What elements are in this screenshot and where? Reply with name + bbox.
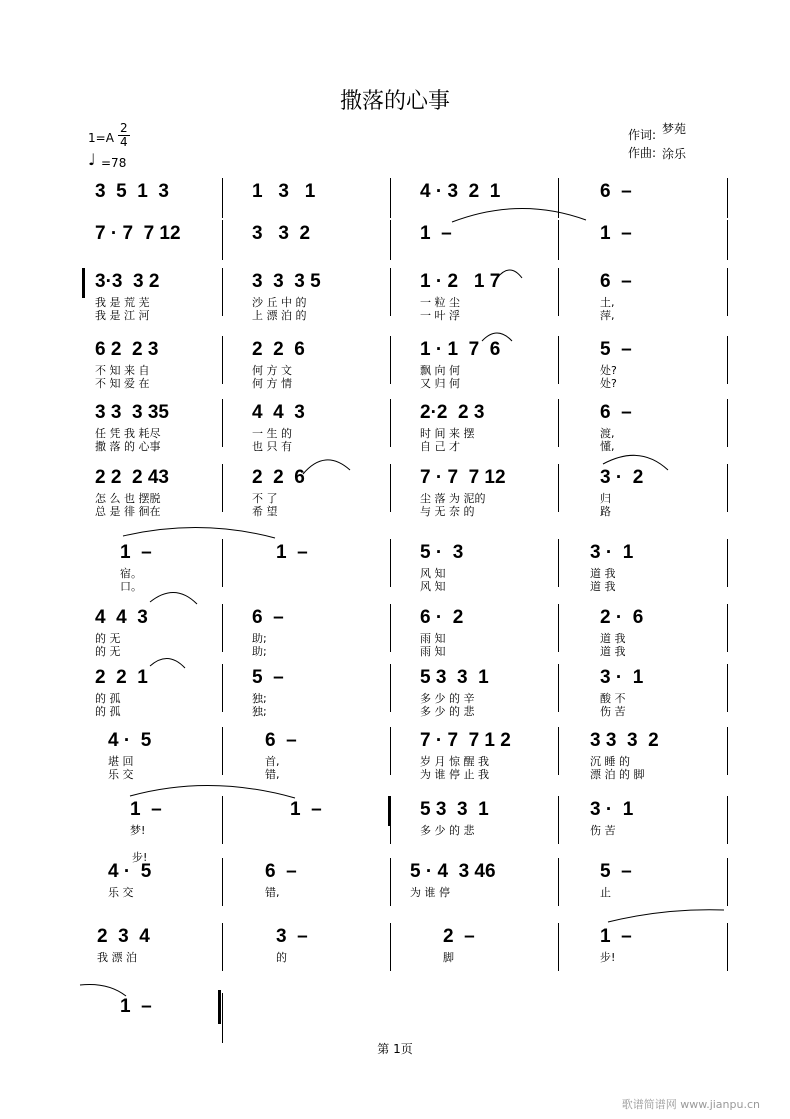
note-measure: 1 – [600, 926, 632, 947]
lyricist: 梦苑 [662, 122, 687, 136]
lyric-text: 自 己 才 [420, 440, 460, 453]
lyric-text: 沉 睡 的 [590, 755, 630, 768]
lyric-text: 处? [600, 364, 617, 377]
key-signature: 1=A [88, 131, 114, 145]
note-measure: 3 – [276, 926, 308, 947]
tempo: =78 [101, 156, 127, 170]
lyric-text: 助; [252, 645, 267, 658]
note-measure: 7 · 7 7 12 [420, 467, 506, 488]
barline [222, 993, 223, 1043]
note-measure: 7 · 7 7 12 [95, 223, 181, 244]
barline [390, 336, 391, 384]
note-measure: 4 4 3 [252, 402, 305, 423]
barline [727, 664, 728, 712]
lyric-text: 尘 落 为 泥的 [420, 492, 486, 505]
barline [558, 727, 559, 775]
lyric-text: 希 望 [252, 505, 278, 518]
note-measure: 5 · 3 [420, 542, 464, 563]
lyric-text: 雨 知 [420, 632, 446, 645]
barline [558, 539, 559, 587]
lyric-text: 止 [600, 886, 611, 899]
barline [558, 923, 559, 971]
note-measure: 1 – [420, 223, 452, 244]
lyric-text: 怎 么 也 摆脱 [95, 492, 161, 505]
lyric-text: 风 知 [420, 567, 446, 580]
note-measure: 6 – [265, 861, 297, 882]
note-measure: 6 – [600, 271, 632, 292]
lyric-text: 不 知 来 自 [95, 364, 150, 377]
barline [390, 727, 391, 775]
barline [222, 399, 223, 447]
barline [390, 178, 391, 218]
lyric-text: 的 无 [95, 645, 121, 658]
quarter-note-icon: ♩ [88, 150, 96, 169]
lyric-text: 一 粒 尘 [420, 296, 460, 309]
lyric-text: 路 [600, 505, 611, 518]
lyric-text: 撒 落 的 心事 [95, 440, 161, 453]
barline [222, 464, 223, 512]
note-measure: 1 · 1 7 6 [420, 339, 501, 360]
tie [150, 658, 185, 668]
note-measure: 2 3 4 [97, 926, 150, 947]
lyric-text: 萍, [600, 309, 615, 322]
lyric-text: 一 叶 浮 [420, 309, 460, 322]
time-sig-top: 2 [120, 121, 128, 135]
lyric-text: 首, [265, 755, 280, 768]
lyric-text: 的 无 [95, 632, 121, 645]
note-measure: 6 – [600, 181, 632, 202]
note-measure: 2 2 1 [95, 667, 148, 688]
lyric-text: 道 我 [600, 632, 626, 645]
lyric-text: 的 孤 [95, 692, 121, 705]
note-measure: 3 3 3 2 [590, 730, 659, 751]
barline [558, 336, 559, 384]
lyric-text: 独; [252, 692, 267, 705]
tie [303, 460, 350, 474]
note-measure: 5 – [252, 667, 284, 688]
barline [222, 178, 223, 218]
barline [222, 539, 223, 587]
note-measure: 2·2 2 3 [420, 402, 485, 423]
barline [558, 464, 559, 512]
note-measure: 5 – [600, 339, 632, 360]
lyric-text: 与 无 奈 的 [420, 505, 475, 518]
lyric-text: 我 漂 泊 [97, 951, 137, 964]
barline [390, 664, 391, 712]
barline [222, 923, 223, 971]
repeat-start-barline [82, 268, 85, 298]
tie [130, 785, 295, 798]
barline [222, 858, 223, 906]
note-measure: 1 – [120, 996, 152, 1017]
tie [150, 592, 197, 604]
note-measure: 6 · 2 [420, 607, 464, 628]
barline [727, 399, 728, 447]
barline [558, 178, 559, 218]
barline [390, 268, 391, 316]
lyric-text: 飘 向 何 [420, 364, 460, 377]
lyric-text: 的 孤 [95, 705, 121, 718]
lyric-text: 一 生 的 [252, 427, 292, 440]
barline [558, 796, 559, 844]
note-measure: 7 · 7 7 1 2 [420, 730, 511, 751]
tie [497, 270, 522, 278]
barline [727, 604, 728, 652]
barline [727, 336, 728, 384]
barline [558, 604, 559, 652]
lyric-text: 不 知 爱 在 [95, 377, 150, 390]
tie [452, 208, 586, 222]
note-measure: 3 · 1 [600, 667, 644, 688]
lyric-text: 上 漂 泊 的 [252, 309, 307, 322]
lyric-text: 不 了 [252, 492, 278, 505]
note-measure: 5 3 3 1 [420, 667, 489, 688]
lyric-text: 步! [600, 951, 616, 964]
tie [123, 527, 275, 538]
lyric-text: 助; [252, 632, 267, 645]
lyric-text: 乐 交 [108, 768, 134, 781]
note-measure: 1 · 2 1 7 [420, 271, 501, 292]
barline [727, 178, 728, 218]
lyric-text: 多 少 的 悲 [420, 824, 475, 837]
note-measure: 1 – [600, 223, 632, 244]
lyric-text: 的 [276, 951, 287, 964]
note-measure: 3 · 2 [600, 467, 644, 488]
lyric-text: 道 我 [600, 645, 626, 658]
note-measure: 5 3 3 1 [420, 799, 489, 820]
lyric-text: 伤 苦 [600, 705, 626, 718]
barline [727, 858, 728, 906]
note-measure: 1 – [120, 542, 152, 563]
lyric-text: 道 我 [590, 580, 616, 593]
lyric-text: 口。 [120, 580, 142, 593]
lyric-text: 为 谁 停 止 我 [420, 768, 489, 781]
note-measure: 1 – [130, 799, 162, 820]
note-measure: 5 · 4 3 46 [410, 861, 496, 882]
lyric-text: 步! [132, 851, 148, 864]
lyric-text: 乐 交 [108, 886, 134, 899]
note-measure: 1 3 1 [252, 181, 316, 202]
note-measure: 6 – [600, 402, 632, 423]
note-measure: 2 2 6 [252, 467, 305, 488]
barline [558, 664, 559, 712]
barline [558, 399, 559, 447]
lyric-text: 多 少 的 辛 [420, 692, 475, 705]
lyric-text: 独; [252, 705, 267, 718]
barline [222, 796, 223, 844]
barline [727, 539, 728, 587]
barline [390, 464, 391, 512]
lyric-text: 渡, [600, 427, 615, 440]
note-measure: 3 3 3 5 [252, 271, 321, 292]
lyric-text: 为 谁 停 [410, 886, 450, 899]
note-measure: 3 · 1 [590, 542, 634, 563]
lyric-text: 又 归 何 [420, 377, 460, 390]
barline [558, 858, 559, 906]
barline [222, 220, 223, 260]
barline [222, 268, 223, 316]
barline [390, 604, 391, 652]
barline [727, 268, 728, 316]
tie [80, 984, 126, 996]
lyric-text: 雨 知 [420, 645, 446, 658]
lyric-text: 宿。 [120, 567, 142, 580]
note-measure: 4 · 5 [108, 861, 152, 882]
barline [558, 268, 559, 316]
lyric-text: 我 是 荒 芜 [95, 296, 150, 309]
barline [390, 539, 391, 587]
lyric-text: 处? [600, 377, 617, 390]
barline [558, 220, 559, 260]
note-measure: 3 3 3 35 [95, 402, 169, 423]
lyric-text: 脚 [443, 951, 454, 964]
barline [222, 604, 223, 652]
watermark: 歌谱简谱网 www.jianpu.cn [621, 1098, 760, 1111]
lyric-text: 错, [265, 886, 280, 899]
final-barline [218, 990, 221, 1024]
barline [390, 399, 391, 447]
barline [727, 923, 728, 971]
note-measure: 1 – [276, 542, 308, 563]
lyric-text: 道 我 [590, 567, 616, 580]
composer-label: 作曲: [628, 146, 657, 160]
lyric-text: 懂, [600, 440, 615, 453]
lyric-text: 我 是 江 河 [95, 309, 150, 322]
barline [390, 858, 391, 906]
note-measure: 1 – [290, 799, 322, 820]
note-measure: 4 · 3 2 1 [420, 181, 501, 202]
lyric-text: 错, [265, 768, 280, 781]
lyric-text: 也 只 有 [252, 440, 292, 453]
lyric-text: 漂 泊 的 脚 [590, 768, 645, 781]
lyric-text: 梦! [130, 824, 146, 837]
note-measure: 4 4 3 [95, 607, 148, 628]
lyricist-label: 作词: [628, 128, 657, 142]
barline [222, 336, 223, 384]
note-measure: 3 · 1 [590, 799, 634, 820]
note-measure: 3·3 3 2 [95, 271, 160, 292]
note-measure: 4 · 5 [108, 730, 152, 751]
time-signature [118, 122, 130, 149]
barline [727, 796, 728, 844]
barline [727, 727, 728, 775]
note-measure: 6 2 2 3 [95, 339, 159, 360]
note-measure: 2 2 2 43 [95, 467, 169, 488]
tie [608, 910, 724, 922]
barline [222, 664, 223, 712]
note-measure: 2 2 6 [252, 339, 305, 360]
barline [390, 923, 391, 971]
note-measure: 3 5 1 3 [95, 181, 169, 202]
repeat-end-barline [388, 796, 391, 826]
lyric-text: 时 间 来 摆 [420, 427, 475, 440]
song-title: 撒落的心事 [339, 89, 450, 114]
note-measure: 2 – [443, 926, 475, 947]
note-measure: 5 – [600, 861, 632, 882]
lyric-text: 伤 苦 [590, 824, 616, 837]
barline [727, 220, 728, 260]
lyric-text: 堪 回 [108, 755, 134, 768]
note-measure: 2 · 6 [600, 607, 644, 628]
time-sig-bottom: 4 [120, 135, 128, 149]
lyric-text: 归 [600, 492, 611, 505]
note-measure: 6 – [252, 607, 284, 628]
barline [222, 727, 223, 775]
lyric-text: 沙 丘 中 的 [252, 296, 307, 309]
note-measure: 6 – [265, 730, 297, 751]
lyric-text: 风 知 [420, 580, 446, 593]
lyric-text: 酸 不 [600, 692, 626, 705]
note-measure: 3 3 2 [252, 223, 311, 244]
lyric-text: 土, [600, 296, 615, 309]
barline [727, 464, 728, 512]
page-number: 第 1页 [377, 1042, 413, 1056]
lyric-text: 何 方 文 [252, 364, 292, 377]
lyric-text: 多 少 的 悲 [420, 705, 475, 718]
lyric-text: 总 是 徘 徊在 [95, 505, 161, 518]
lyric-text: 岁 月 惊 醒 我 [420, 755, 489, 768]
lyric-text: 任 凭 我 耗尽 [95, 427, 161, 440]
barline [390, 220, 391, 260]
lyric-text: 何 方 情 [252, 377, 292, 390]
composer: 涂乐 [662, 147, 687, 161]
